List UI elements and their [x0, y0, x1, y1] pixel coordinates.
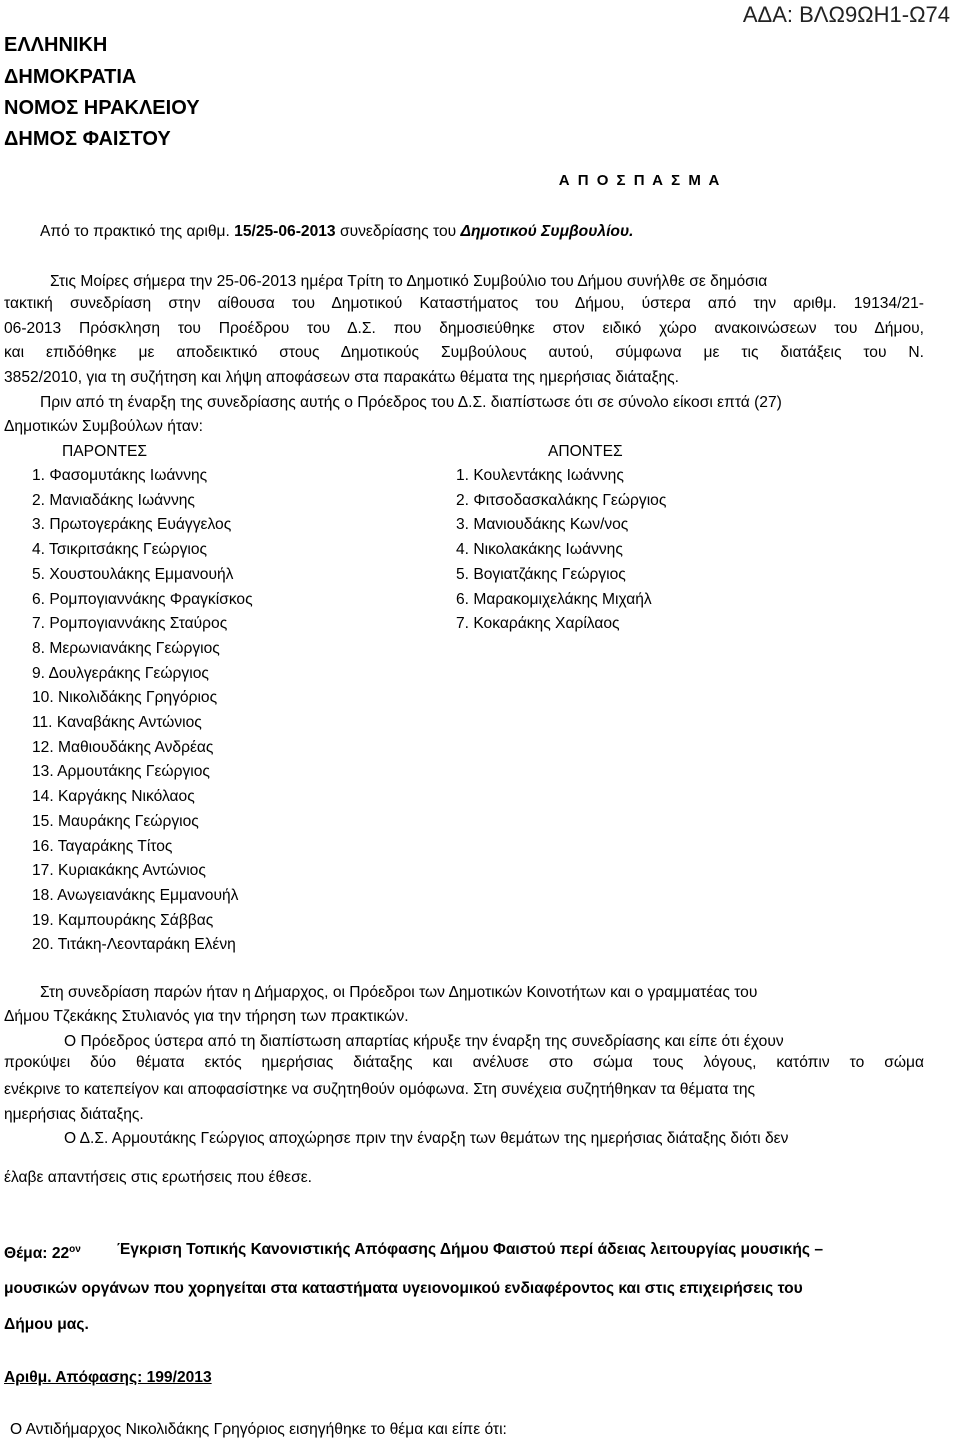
intro-line-6: Πριν από τη έναρξη της συνεδρίασης αυτής ο Πρόεδρος του Δ.Σ. διαπίστωσε ότι σε σύνολο είκοσι επτά (27): [40, 394, 782, 411]
header-line-state: ΔΗΜΟΚΡΑΤΙΑ: [4, 66, 137, 88]
intro-line-7: Δημοτικών Συμβούλων ήταν:: [4, 418, 204, 435]
paragraph-1-line-2: Δήμου Τζεκάκης Στυλιανός για την τήρηση των πρακτικών.: [4, 1008, 409, 1025]
paragraph-2-line-3: ενέκρινε το κατεπείγον και αποφασίστηκε να συζητηθούν ομόφωνα. Στη συνέχεια συζητήθηκαν τα θέματα της: [4, 1081, 756, 1098]
present-member-item: 1. Φασομυτάκης Ιωάννης: [32, 467, 208, 484]
present-member-item: 17. Κυριακάκης Αντώνιος: [32, 862, 206, 880]
present-member-item: 12. Μαθιουδάκης Ανδρέας: [32, 738, 214, 756]
absent-member-item: 7. Κοκαράκης Χαρίλαος: [456, 615, 620, 633]
paragraph-3-line-2: έλαβε απαντήσεις στις ερωτήσεις που έθεσε.: [4, 1169, 313, 1186]
paragraph-2-line-4: ημερήσιας διάταξης.: [4, 1106, 144, 1123]
header-line-municipality: ΔΗΜΟΣ ΦΑΙΣΤΟΥ: [4, 128, 171, 150]
present-member-item: 14. Καργάκης Νικόλαος: [32, 788, 195, 806]
present-member-item: 2. Μανιαδάκης Ιωάννης: [32, 491, 195, 509]
header-line-country: ΕΛΛΗΝΙΚΗ: [4, 34, 108, 56]
absent-member-item: 5. Βογιατζάκης Γεώργιος: [456, 565, 626, 583]
subject-label: [4, 1238, 81, 1267]
present-member-item: 11. Καναβάκης Αντώνιος: [32, 714, 202, 732]
absent-list: [456, 464, 666, 637]
absent-member-item: 4. Νικολακάκης Ιωάννης: [456, 541, 623, 559]
absent-header: ΑΠΟΝΤΕΣ: [548, 443, 623, 460]
absent-member-item: 3. Μανιουδάκης Κων/νος: [456, 516, 629, 534]
ada-code: ΑΔΑ: ΒΛΩ9ΩΗ1-Ω74: [742, 2, 950, 27]
source-mid: συνεδρίασης του: [335, 223, 461, 240]
paragraph-2-line-1: Ο Πρόεδρος ύστερα από τη διαπίστωση απαρτίας κήρυξε την έναρξη της συνεδρίασης και είπε ότι έχουν: [64, 1033, 784, 1050]
present-member-item: 13. Αρμουτάκης Γεώργιος: [32, 763, 210, 781]
absent-member-item: 6. Μαρακομιχελάκης Μιχαήλ: [456, 590, 652, 608]
source-prefix: Από το πρακτικό της αριθμ.: [40, 223, 230, 240]
present-member-item: 15. Μαυράκης Γεώργιος: [32, 812, 199, 830]
present-member-item: 19. Καμπουράκης Σάββας: [32, 911, 214, 929]
present-member-item: 5. Χουστουλάκης Εμμανουήλ: [32, 565, 234, 583]
present-list: [32, 464, 253, 958]
intro-line-5: 3852/2010, για τη συζήτηση και λήψη αποφάσεων στα παρακάτω θέματα της ημερήσιας διάταξης.: [4, 369, 679, 386]
source-line: [40, 220, 634, 245]
council-name: Δημοτικού Συμβουλίου.: [460, 223, 634, 240]
decision-number: Αριθμ. Απόφασης: 199/2013: [4, 1369, 212, 1386]
present-member-item: 7. Ρομπογιαννάκης Σταύρος: [32, 615, 228, 633]
absent-member-item: 1. Κουλεντάκης Ιωάννης: [456, 467, 624, 484]
present-member-item: 18. Ανωγειανάκης Εμμανουήλ: [32, 886, 239, 904]
absent-member-item: 2. Φιτσοδασκαλάκης Γεώργιος: [456, 491, 667, 509]
intro-line-1: Στις Μοίρες σήμερα την 25-06-2013 ημέρα Τρίτη το Δημοτικό Συμβούλιο του Δήμου συνήλθε σε δημόσια: [50, 273, 768, 290]
session-number: 15/25-06-2013: [234, 223, 336, 240]
intro-line-2: τακτική συνεδρίαση στην αίθουσα του Δημοτικού Καταστήματος του Δήμου, ύστερα από την αριθμ. 19134/21-: [4, 295, 924, 312]
subject-label-text: Θέμα: 22: [4, 1245, 70, 1263]
present-member-item: 9. Δουλγεράκης Γεώργιος: [32, 664, 209, 682]
present-member-item: 6. Ρομπογιαννάκης Φραγκίσκος: [32, 590, 253, 608]
present-member-item: 8. Μερωνιανάκης Γεώργιος: [32, 639, 220, 657]
intro-line-3: 06-2013 Πρόσκληση του Προέδρου του Δ.Σ. που δημοσιεύθηκε στον ειδικό χώρο ανακοινώσεων του Δήμου,: [4, 320, 924, 337]
document-title: Α Π Ο Σ Π Α Σ Μ Α: [558, 172, 722, 189]
subject-line-1: Έγκριση Τοπικής Κανονιστικής Απόφασης Δήμου Φαιστού περί άδειας λειτουργίας μουσικής –: [117, 1241, 824, 1258]
paragraph-1-line-1: Στη συνεδρίαση παρών ήταν η Δήμαρχος, οι Πρόεδροι των Δημοτικών Κοινοτήτων και ο γραμματέας του: [40, 984, 758, 1001]
intro-line-4: και επιδόθηκε με αποδεικτικό στους Δημοτικούς Συμβούλους αυτού, σύμφωνα με τις διατάξεις του Ν.: [4, 344, 924, 361]
present-member-item: 16. Ταγαράκης Τίτος: [32, 837, 173, 855]
paragraph-3-line-1: Ο Δ.Σ. Αρμουτάκης Γεώργιος αποχώρησε πριν την έναρξη των θεμάτων της ημερήσιας διάταξης διότι δεν: [64, 1130, 789, 1147]
subject-line-3: Δήμου μας.: [4, 1316, 89, 1333]
header-line-prefecture: ΝΟΜΟΣ ΗΡΑΚΛΕΙΟΥ: [4, 97, 200, 119]
present-header: ΠΑΡΟΝΤΕΣ: [62, 443, 148, 460]
present-member-item: 4. Τσικριτσάκης Γεώργιος: [32, 541, 208, 559]
present-member-item: 20. Τιτάκη-Λεονταράκη Ελένη: [32, 936, 236, 954]
present-member-item: 3. Πρωτογεράκης Ευάγγελος: [32, 516, 232, 534]
subject-line-2: μουσικών οργάνων που χορηγείται στα καταστήματα υγειονομικού ενδιαφέροντος και στις επιχειρήσεις του: [4, 1280, 803, 1297]
paragraph-2-line-2: προκύψει δύο θέματα εκτός ημερήσιας διάταξης και ανέλυσε στο σώμα τους λόγους, κατόπιν το σώμα: [4, 1054, 924, 1071]
closing-line: Ο Αντιδήμαρχος Νικολιδάκης Γρηγόριος εισηγήθηκε το θέμα και είπε ότι:: [10, 1421, 507, 1438]
subject-label-sup: ον: [69, 1244, 81, 1255]
present-member-item: 10. Νικολιδάκης Γρηγόριος: [32, 689, 218, 707]
